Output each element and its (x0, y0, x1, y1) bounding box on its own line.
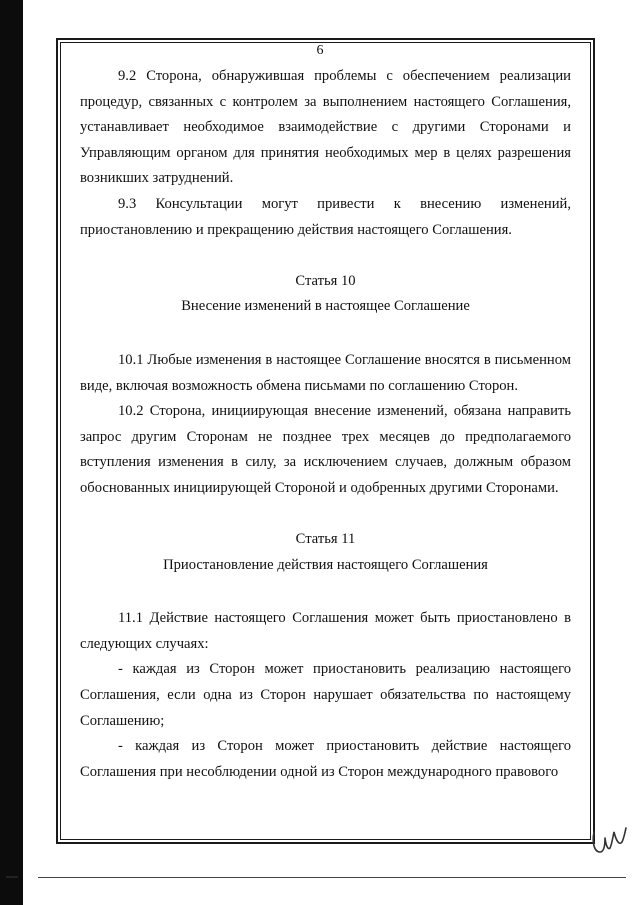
scan-bottom-line (38, 877, 626, 878)
paragraph-9-2: 9.2 Сторона, обнаружившая проблемы с обеспечением реализации процедур, связанных с контролем за выполнением настоящего Соглашения, устанавливает необходимое взаимодействие с другими Сторонами и Управляющим органом для принятия необходимых мер в целях разрешения возникших затруднений. (80, 68, 571, 187)
document-body (80, 64, 571, 785)
article-10-number: Статья 10 (295, 272, 356, 289)
paragraph-10-1: 10.1 Любые изменения в настоящее Соглашение вносятся в письменном виде, включая возможность обмена письмами по соглашению Сторон. (80, 351, 571, 394)
paragraph-9-3: 9.3 Консультации могут привести к внесению изменений, приостановлению и прекращению действия настоящего Соглашения. (80, 195, 571, 238)
list-item-noncompliance: - каждая из Сторон может приостановить действие настоящего Соглашения при несоблюдении одной из Сторон международного правового (80, 738, 571, 780)
list-item-breach: - каждая из Сторон может приостановить реализацию настоящего Соглашения, если одна из Сторон нарушает обязательства по настоящему Соглашению; (80, 661, 571, 729)
article-11-title: Приостановление действия настоящего Соглашения (163, 556, 488, 573)
scan-left-edge (0, 0, 23, 905)
scan-edge-mark (6, 876, 18, 878)
article-11-number: Статья 11 (295, 531, 356, 548)
article-10-title: Внесение изменений в настоящее Соглашение (181, 298, 470, 315)
paragraph-10-2: 10.2 Сторона, инициирующая внесение изменений, обязана направить запрос другим Сторонам не позднее трех месяцев до предполагаемого вступления изменения в силу, за исключением случаев, должным образом обоснованных инициирующей Стороной и одобренных другими Сторонами. (80, 403, 571, 496)
handwritten-initials-icon (588, 822, 632, 858)
page-number: 6 (316, 43, 324, 58)
paragraph-11-1: 11.1 Действие настоящего Соглашения может быть приостановлено в следующих случаях: (80, 610, 571, 652)
